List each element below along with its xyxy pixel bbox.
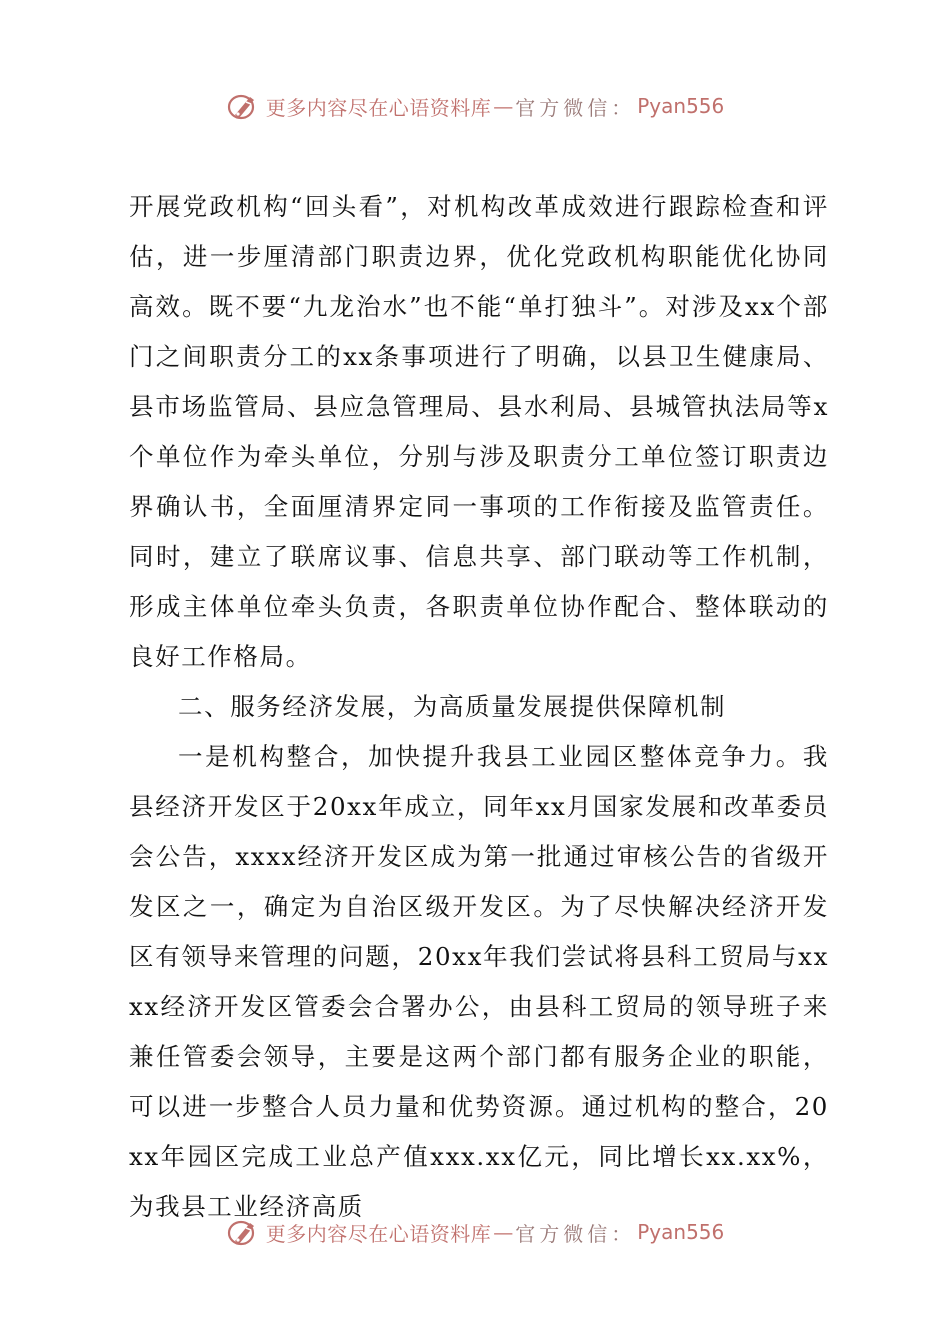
section-heading: 二、服务经济发展，为高质量发展提供保障机制 [178, 692, 727, 721]
footer-watermark [0, 1212, 950, 1252]
watermark-wechat-label: 官方微信： [515, 95, 636, 120]
watermark-wechat-label: 官方微信： [515, 1221, 636, 1246]
document-body [129, 182, 829, 1232]
watermark-wechat-id: Pyan556 [637, 1220, 725, 1244]
header-watermark [0, 86, 950, 126]
pen-nib-logo-icon [226, 91, 260, 121]
watermark-site-name: 更多内容尽在心语资料库 [265, 95, 492, 120]
paragraph-item-one: 一是机构整合，加快提升我县工业园区整体竞争力。我县经济开发区于20xx年成立，同年xx月国家发展和改革委员会公告，xxxx经济开发区成为第一批通过审核公告的省级开发区之一，确定为自治区级开发区。为了尽快解决经济开发区有领导来管理的问题，20xx年我们尝试将县科工贸局与xxxx经济开发区管委会合署办公，由县科工贸局的领导班子来兼任管委会领导，主要是这两个部门都有服务企业的职能，可以进一步整合人员力量和优势资源。通过机构的整合，20xx年园区完成工业总产值xxx.xx亿元，同比增长xx.xx%，为我县工业经济高质 [129, 742, 829, 1221]
watermark-wechat-id: Pyan556 [637, 94, 725, 118]
watermark-separator: — [493, 94, 514, 118]
watermark-site-name: 更多内容尽在心语资料库 [265, 1221, 492, 1246]
paragraph-continuation: 开展党政机构“回头看”，对机构改革成效进行跟踪检查和评估，进一步厘清部门职责边界，优化党政机构职能优化协同高效。既不要“九龙治水”也不能“单打独斗”。对涉及xx个部门之间职责分工的xx条事项进行了明确，以县卫生健康局、县市场监管局、县应急管理局、县水利局、县城管执法局等x个单位作为牵头单位，分别与涉及职责分工单位签订职责边界确认书，全面厘清界定同一事项的工作衔接及监管责任。同时，建立了联席议事、信息共享、部门联动等工作机制，形成主体单位牵头负责，各职责单位协作配合、整体联动的良好工作格局。 [129, 192, 829, 671]
pen-nib-logo-icon [226, 1217, 260, 1247]
watermark-separator: — [493, 1220, 514, 1244]
